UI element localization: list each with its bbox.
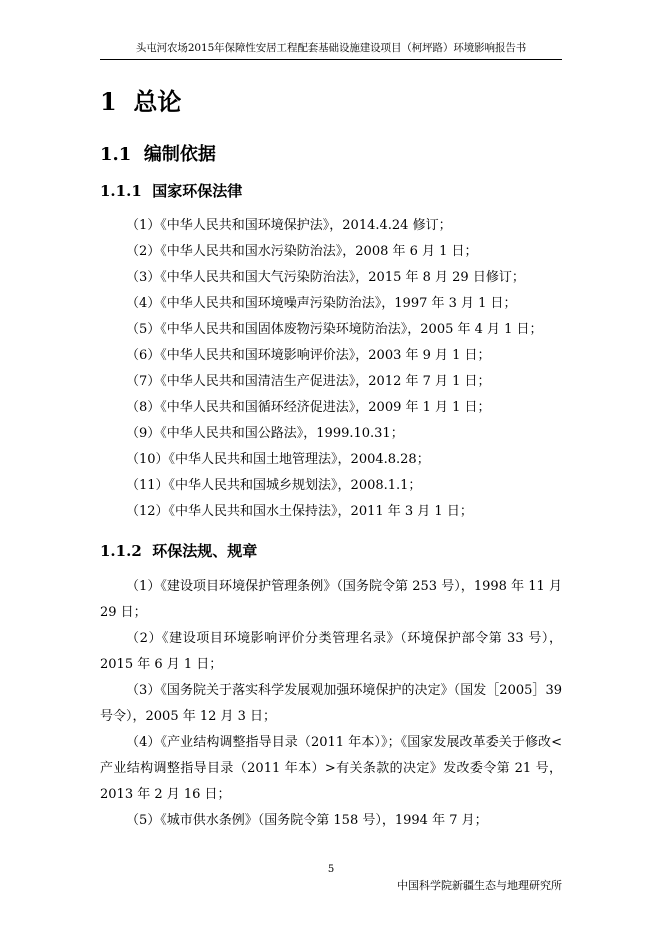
list-item: （5）《中华人民共和国固体废物污染环境防治法》，2005 年 4 月 1 日；	[126, 322, 543, 337]
list-item: （4）《中华人民共和国环境噪声污染防治法》，1997 年 3 月 1 日；	[126, 296, 517, 311]
list-item: （2）《中华人民共和国水污染防治法》，2008 年 6 月 1 日；	[126, 244, 478, 259]
subsection-heading-laws	[100, 180, 242, 201]
subsection-title: 环保法规、规章	[152, 542, 258, 560]
list-item: （5）《城市供水条例》（国务院令第 158 号），1994 年 7 月；	[126, 813, 488, 828]
subsection-number: 1.1.2	[100, 542, 142, 560]
list-item: （9）《中华人民共和国公路法》，1999.10.31；	[126, 426, 404, 441]
list-item: （12）《中华人民共和国水土保持法》，2011 年 3 月 1 日；	[126, 504, 473, 519]
list-item: （6）《中华人民共和国环境影响评价法》，2003 年 9 月 1 日；	[126, 348, 491, 363]
list-item: （11）《中华人民共和国城乡规划法》，2008.1.1；	[126, 478, 422, 493]
footer-institution: 中国科学院新疆生态与地理研究所	[397, 879, 562, 892]
list-item: （4）《产业结构调整指导目录（2011 年本）》；《国家发展改革委关于修改<产业结构调整指导目录（2011 年本）>有关条款的决定》发改委令第 21 号，2013 年 2 月 16 日；	[100, 735, 562, 802]
laws-list	[100, 216, 562, 528]
section-title: 编制依据	[143, 144, 216, 165]
list-item: （8）《中华人民共和国循环经济促进法》，2009 年 1 月 1 日；	[126, 400, 491, 415]
list-item: （2）《建设项目环境影响评价分类管理名录》（环境保护部令第 33 号），2015 年 6 月 1 日；	[100, 631, 562, 672]
subsection-heading-regulations	[100, 540, 257, 561]
header-rule	[100, 59, 562, 60]
list-item: （1）《中华人民共和国环境保护法》，2014.4.24 修订；	[126, 218, 452, 233]
subsection-number: 1.1.1	[100, 182, 142, 200]
running-header: 头屯河农场2015年保障性安居工程配套基础设施建设项目（柯坪路）环境影响报告书	[135, 42, 527, 54]
chapter-number: 1	[100, 87, 117, 116]
page-number: 5	[327, 864, 335, 875]
list-item: （7）《中华人民共和国清洁生产促进法》，2012 年 7 月 1 日；	[126, 374, 491, 389]
list-item: （10）《中华人民共和国土地管理法》，2004.8.28；	[126, 452, 430, 467]
section-number: 1.1	[100, 144, 132, 165]
subsection-title: 国家环保法律	[152, 182, 243, 200]
chapter-title: 总论	[133, 87, 182, 116]
section-heading	[100, 140, 216, 166]
chapter-heading	[100, 82, 181, 117]
list-item: （1）《建设项目环境保护管理条例》（国务院令第 253 号），1998 年 11 月 29 日；	[100, 579, 562, 620]
list-item: （3）《中华人民共和国大气污染防治法》，2015 年 8 月 29 日修订；	[126, 270, 525, 285]
list-item: （3）《国务院关于落实科学发展观加强环境保护的决定》（国发［2005］39 号令），2005 年 12 月 3 日；	[100, 683, 562, 724]
regulations-list	[100, 574, 562, 834]
